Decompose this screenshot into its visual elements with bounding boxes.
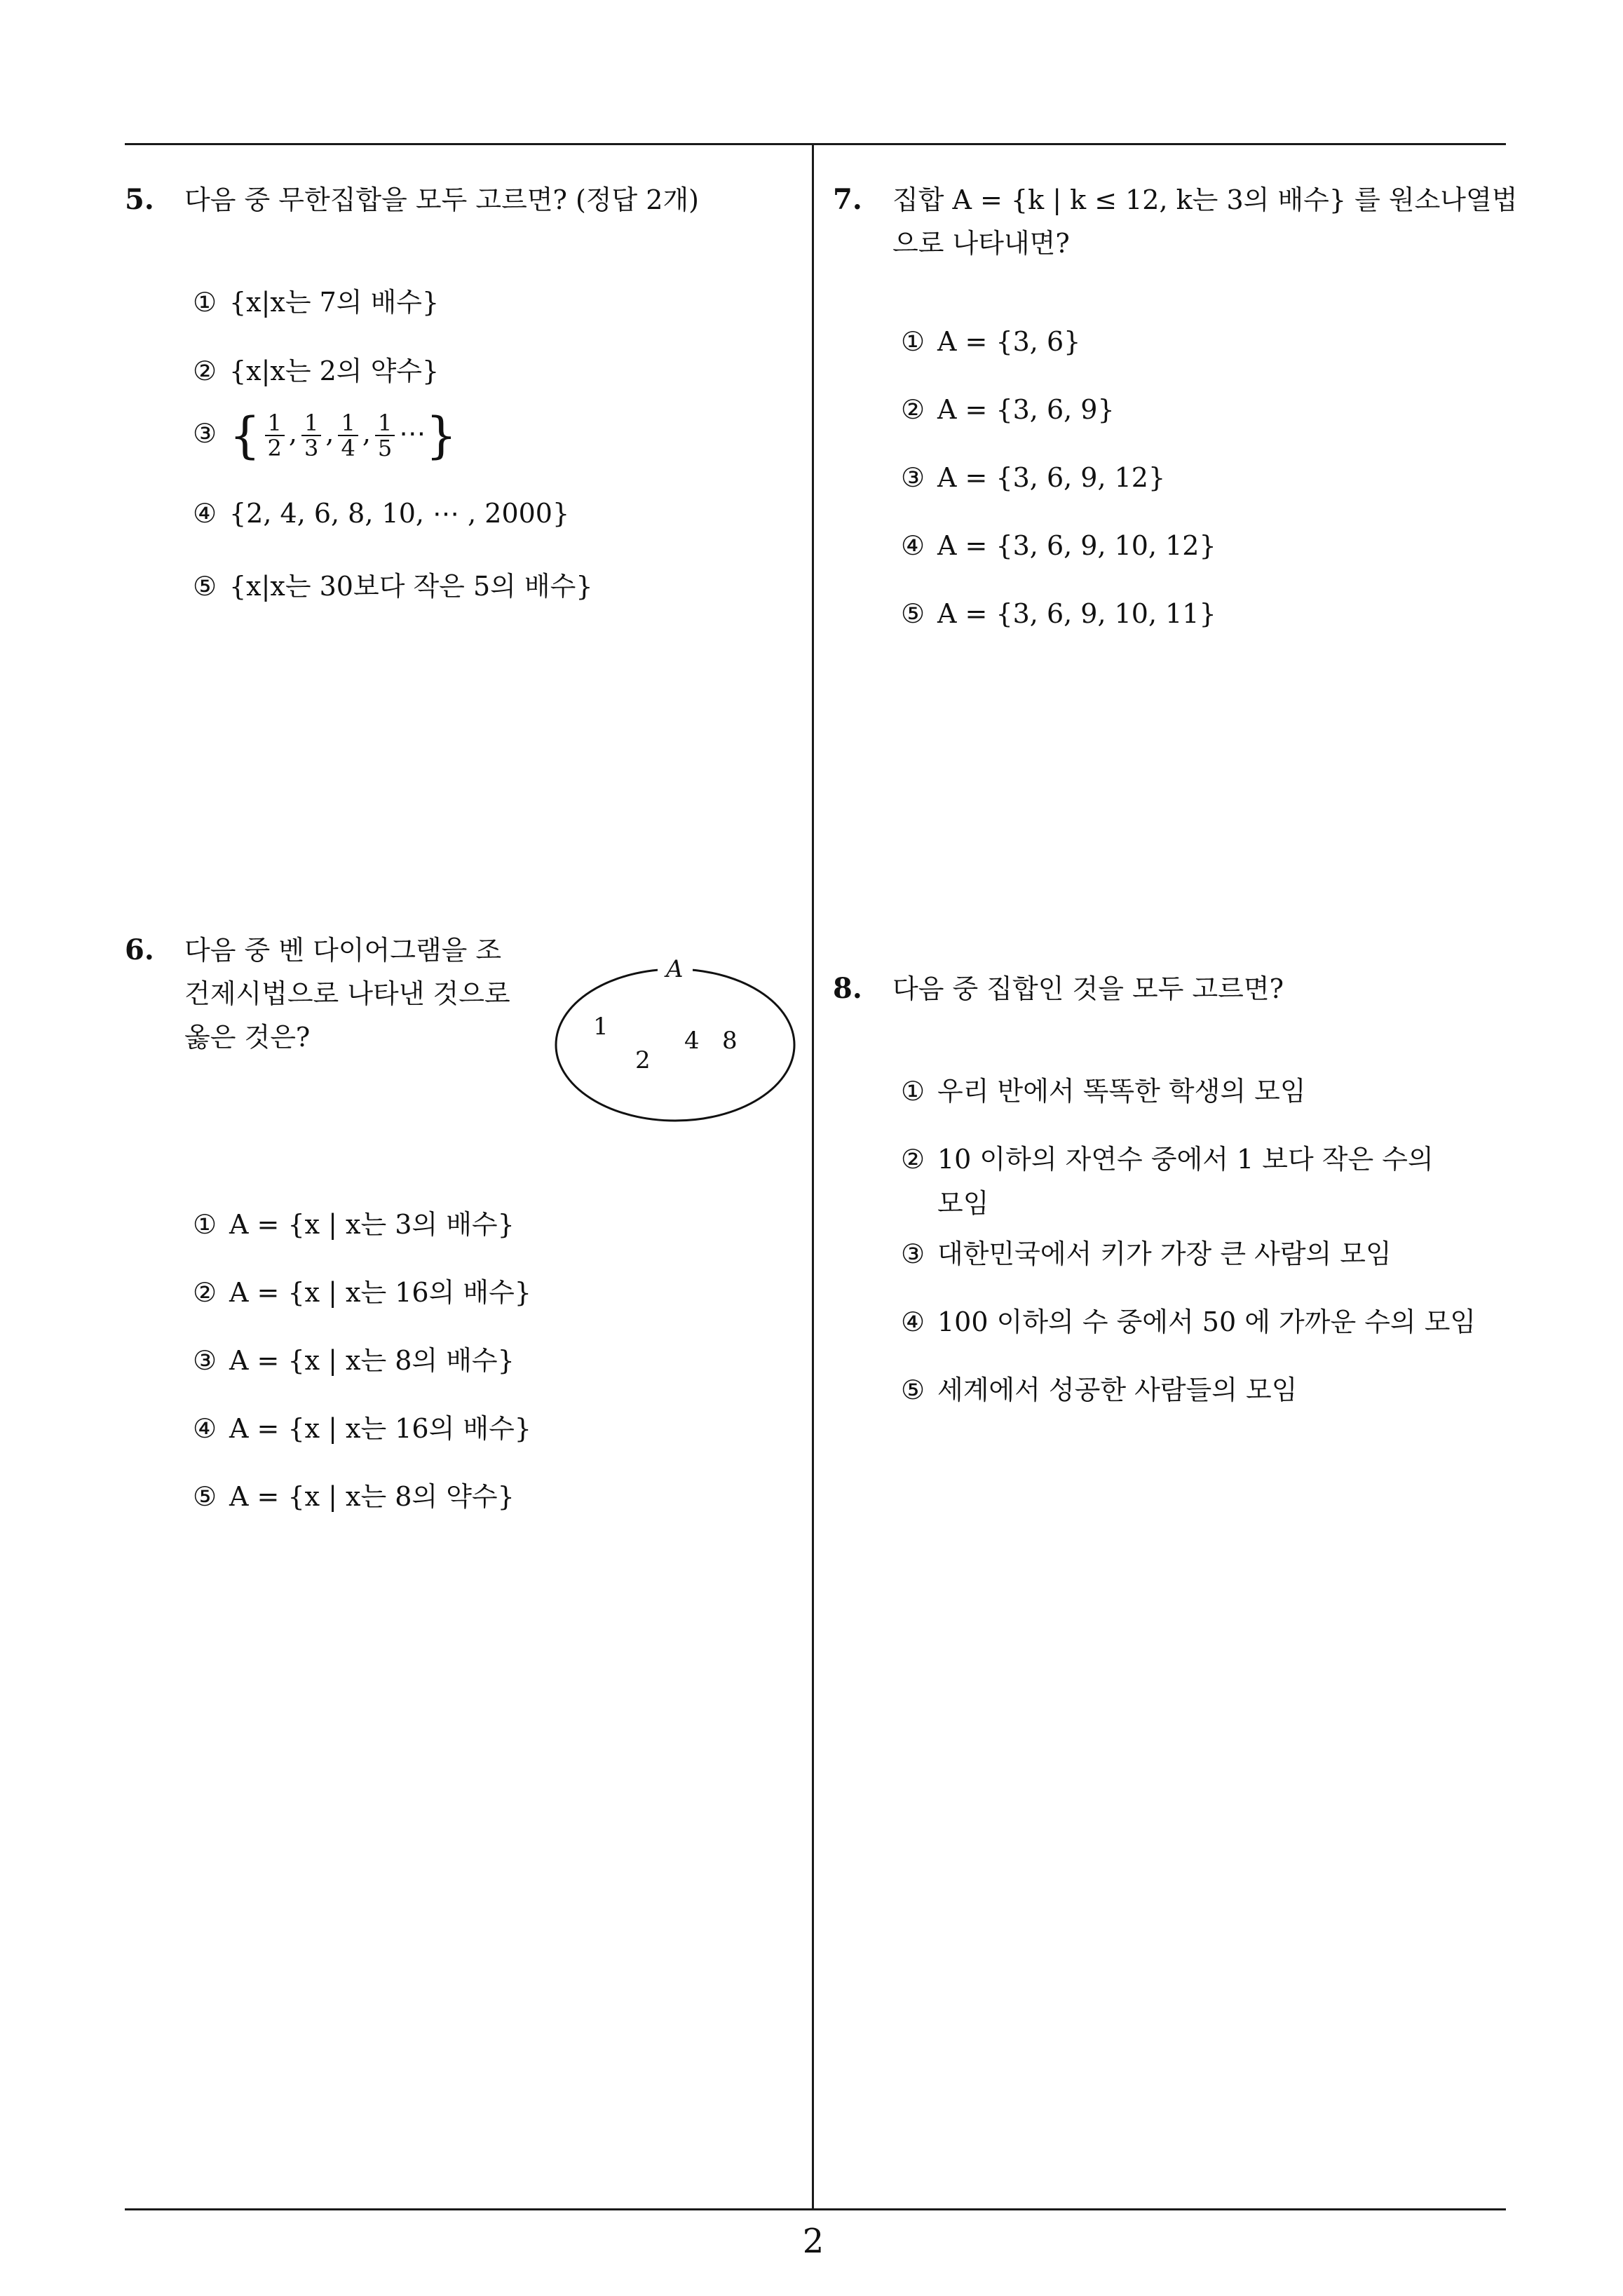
question-text-line-2: 건제시법으로 나타낸 것으로 bbox=[184, 978, 510, 1009]
set-label: A bbox=[666, 955, 684, 983]
question-text-line-2: 으로 나타내면? bbox=[892, 228, 1070, 259]
fraction-denominator: 3 bbox=[304, 435, 319, 461]
option-mark: ① bbox=[901, 1076, 925, 1107]
venn-element: 4 bbox=[684, 1027, 700, 1055]
option-2[interactable] bbox=[193, 349, 439, 388]
option-text: A = {x | x는 8의 배수} bbox=[229, 1345, 515, 1376]
option-5[interactable] bbox=[901, 1368, 1297, 1407]
option-mark: ② bbox=[193, 356, 217, 386]
option-mark: ③ bbox=[193, 1345, 217, 1376]
option-5[interactable] bbox=[193, 1475, 515, 1513]
option-2[interactable] bbox=[193, 1271, 531, 1309]
page-number: 2 bbox=[802, 2222, 824, 2261]
option-text: A = {x | x는 8의 약수} bbox=[229, 1481, 515, 1512]
option-text: A = {3, 6, 9} bbox=[937, 394, 1115, 425]
option-mark: ② bbox=[901, 394, 925, 425]
fraction bbox=[375, 411, 395, 460]
option-text: {x|x는 30보다 작은 5의 배수} bbox=[229, 571, 593, 602]
option-mark: ① bbox=[901, 326, 925, 357]
option-5[interactable] bbox=[901, 598, 1216, 629]
question-text-line-1: 다음 중 벤 다이어그램을 조 bbox=[184, 935, 502, 966]
option-2-continuation bbox=[937, 1182, 989, 1220]
option-3[interactable] bbox=[901, 1232, 1392, 1271]
option-text: 대한민국에서 키가 가장 큰 사람의 모임 bbox=[937, 1238, 1392, 1269]
venn-element: 2 bbox=[635, 1046, 651, 1074]
option-3[interactable]: ③ { $\frac{1}{2}$ , $\frac{1}{3}$ , $\frac{1}{4}$ , $\frac{1}{5}$ ⋯} bbox=[193, 407, 457, 464]
option-text: 10 이하의 자연수 중에서 1 보다 작은 수의 bbox=[937, 1144, 1434, 1175]
option-5[interactable] bbox=[193, 565, 593, 603]
option-2[interactable] bbox=[901, 394, 1115, 425]
option-mark: ⑤ bbox=[193, 1481, 217, 1512]
option-3[interactable] bbox=[901, 462, 1165, 493]
option-4[interactable] bbox=[193, 498, 569, 529]
fraction-denominator: 5 bbox=[377, 435, 393, 461]
option-mark: ① bbox=[193, 1209, 217, 1240]
fraction-numerator: 1 bbox=[338, 411, 358, 436]
option-text: {x|x는 2의 약수} bbox=[229, 356, 440, 386]
option-1[interactable] bbox=[901, 326, 1080, 357]
option-1[interactable] bbox=[193, 1203, 515, 1241]
question-number: 8. bbox=[833, 972, 862, 1005]
option-text: 우리 반에서 똑똑한 학생의 모임 bbox=[937, 1076, 1306, 1107]
option-4[interactable] bbox=[901, 1300, 1476, 1339]
option-mark: ① bbox=[193, 287, 217, 318]
question-text: 다음 중 집합인 것을 모두 고르면? bbox=[892, 973, 1284, 1004]
option-text: A = {x | x는 3의 배수} bbox=[229, 1209, 515, 1240]
option-mark: ③ bbox=[193, 417, 217, 449]
question-number: 7. bbox=[833, 183, 862, 216]
option-mark: ③ bbox=[901, 462, 925, 493]
option-mark: ④ bbox=[901, 1306, 925, 1337]
option-text: A = {x | x는 16의 배수} bbox=[229, 1277, 531, 1308]
option-text: 세계에서 성공한 사람들의 모임 bbox=[937, 1375, 1298, 1405]
fraction bbox=[301, 411, 321, 460]
option-1[interactable] bbox=[901, 1069, 1306, 1108]
fraction bbox=[338, 411, 358, 460]
option-mark: ④ bbox=[901, 530, 925, 561]
option-mark: ④ bbox=[193, 498, 217, 529]
option-text: A = {3, 6, 9, 10, 12} bbox=[937, 530, 1216, 561]
option-2[interactable] bbox=[901, 1137, 1434, 1176]
option-4[interactable] bbox=[901, 530, 1216, 561]
bottom-rule bbox=[125, 2208, 1506, 2210]
left-brace: { bbox=[229, 407, 261, 464]
option-text: A = {3, 6} bbox=[937, 326, 1081, 357]
column-divider bbox=[812, 143, 814, 2209]
option-3[interactable] bbox=[193, 1339, 515, 1377]
option-mark: ③ bbox=[901, 1238, 925, 1269]
question-text-line-1: 집합 A = {k | k ≤ 12, k는 3의 배수} 를 원소나열법 bbox=[892, 184, 1518, 215]
top-rule bbox=[125, 143, 1506, 145]
ellipsis: ⋯ bbox=[399, 417, 426, 449]
fraction-denominator: 2 bbox=[267, 435, 282, 461]
option-mark: ② bbox=[901, 1144, 925, 1175]
set-boundary bbox=[556, 969, 794, 1121]
option-mark: ④ bbox=[193, 1413, 217, 1444]
venn-element: 8 bbox=[722, 1027, 738, 1055]
option-mark: ② bbox=[193, 1277, 217, 1308]
fraction-denominator: 4 bbox=[341, 435, 355, 461]
option-text: 100 이하의 수 중에서 50 에 가까운 수의 모임 bbox=[937, 1306, 1476, 1337]
fraction-numerator: 1 bbox=[375, 411, 395, 436]
option-text-line-2: 모임 bbox=[937, 1188, 989, 1219]
option-4[interactable] bbox=[193, 1407, 531, 1445]
question-text-line-3: 옳은 것은? bbox=[184, 1022, 311, 1053]
venn-element: 1 bbox=[593, 1013, 609, 1041]
option-text: A = {3, 6, 9, 10, 11} bbox=[937, 598, 1216, 629]
option-mark: ⑤ bbox=[901, 1375, 925, 1405]
right-brace: } bbox=[426, 407, 457, 464]
option-text: {x|x는 7의 배수} bbox=[229, 287, 440, 318]
option-mark: ⑤ bbox=[193, 571, 217, 602]
fraction bbox=[265, 411, 285, 460]
option-mark: ⑤ bbox=[901, 598, 925, 629]
fraction-numerator: 1 bbox=[301, 411, 321, 436]
option-text: A = {3, 6, 9, 12} bbox=[937, 462, 1166, 493]
option-text: {2, 4, 6, 8, 10, ⋯ , 2000} bbox=[229, 498, 570, 529]
question-number: 6. bbox=[125, 933, 154, 966]
question-text: 다음 중 무한집합을 모두 고르면? (정답 2개) bbox=[184, 184, 700, 215]
venn-diagram bbox=[552, 943, 798, 1126]
option-text: A = {x | x는 16의 배수} bbox=[229, 1413, 531, 1444]
fraction-numerator: 1 bbox=[265, 411, 285, 436]
option-1[interactable] bbox=[193, 281, 439, 319]
question-number: 5. bbox=[125, 183, 154, 216]
